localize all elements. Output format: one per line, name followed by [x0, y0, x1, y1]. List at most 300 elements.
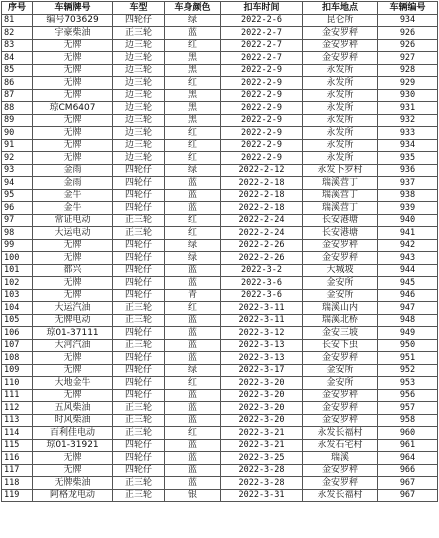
cell-vehicle-no: 966 — [378, 464, 438, 477]
cell-vehicle-no: 960 — [378, 427, 438, 440]
cell-color: 黑 — [165, 102, 221, 115]
cell-time: 2022-3-2 — [221, 264, 303, 277]
table-row — [2, 452, 438, 465]
cell-vehicle-no: 945 — [378, 277, 438, 290]
cell-seq: 82 — [2, 27, 33, 40]
cell-plate: 无牌 — [33, 452, 113, 465]
cell-type: 正三轮 — [113, 414, 165, 427]
cell-plate: 无牌 — [33, 464, 113, 477]
cell-time: 2022-2-9 — [221, 114, 303, 127]
cell-vehicle-no: 967 — [378, 489, 438, 502]
cell-color: 红 — [165, 227, 221, 240]
cell-location: 永发所 — [303, 139, 378, 152]
cell-plate: 无牌 — [33, 289, 113, 302]
cell-time: 2022-2-24 — [221, 214, 303, 227]
header-time: 扣车时间 — [221, 2, 303, 15]
cell-plate: 金雨 — [33, 164, 113, 177]
header-type: 车型 — [113, 2, 165, 15]
cell-type: 四轮仔 — [113, 239, 165, 252]
cell-plate: 琼01-37111 — [33, 327, 113, 340]
cell-type: 四轮仔 — [113, 264, 165, 277]
header-location: 扣车地点 — [303, 2, 378, 15]
cell-vehicle-no: 948 — [378, 314, 438, 327]
table-row — [2, 227, 438, 240]
cell-vehicle-no: 964 — [378, 452, 438, 465]
cell-seq: 95 — [2, 189, 33, 202]
cell-time: 2022-3-25 — [221, 452, 303, 465]
table-row — [2, 439, 438, 452]
cell-seq: 118 — [2, 477, 33, 490]
table-row — [2, 414, 438, 427]
cell-plate: 无牌 — [33, 389, 113, 402]
cell-seq: 96 — [2, 202, 33, 215]
cell-color: 绿 — [165, 252, 221, 265]
cell-plate: 无牌 — [33, 152, 113, 165]
cell-seq: 115 — [2, 439, 33, 452]
cell-color: 红 — [165, 302, 221, 315]
cell-location: 金安罗秤 — [303, 352, 378, 365]
cell-vehicle-no: 943 — [378, 252, 438, 265]
cell-plate: 无牌 — [33, 139, 113, 152]
cell-time: 2022-2-7 — [221, 27, 303, 40]
cell-vehicle-no: 942 — [378, 239, 438, 252]
cell-plate: 常证电动 — [33, 214, 113, 227]
cell-vehicle-no: 958 — [378, 414, 438, 427]
table-row — [2, 314, 438, 327]
cell-seq: 86 — [2, 77, 33, 90]
cell-vehicle-no: 949 — [378, 327, 438, 340]
cell-color: 蓝 — [165, 439, 221, 452]
table-row — [2, 477, 438, 490]
cell-vehicle-no: 940 — [378, 214, 438, 227]
cell-time: 2022-3-20 — [221, 414, 303, 427]
cell-plate: 无牌柴油 — [33, 477, 113, 490]
cell-seq: 111 — [2, 389, 33, 402]
cell-plate: 无牌 — [33, 352, 113, 365]
cell-location: 金安罗秤 — [303, 39, 378, 52]
cell-plate: 无牌 — [33, 64, 113, 77]
cell-plate: 时风柴油 — [33, 414, 113, 427]
cell-seq: 83 — [2, 39, 33, 52]
cell-location: 金安罗秤 — [303, 239, 378, 252]
cell-type: 边三轮 — [113, 39, 165, 52]
cell-plate: 无牌电动 — [33, 314, 113, 327]
cell-color: 绿 — [165, 164, 221, 177]
cell-location: 金安罗秤 — [303, 52, 378, 65]
cell-time: 2022-3-31 — [221, 489, 303, 502]
cell-location: 大城坡 — [303, 264, 378, 277]
cell-color: 红 — [165, 427, 221, 440]
cell-time: 2022-3-17 — [221, 364, 303, 377]
cell-type: 四轮仔 — [113, 327, 165, 340]
cell-type: 四轮仔 — [113, 252, 165, 265]
cell-color: 蓝 — [165, 464, 221, 477]
cell-color: 蓝 — [165, 177, 221, 190]
table-row — [2, 139, 438, 152]
table-body — [2, 14, 438, 502]
cell-plate: 无牌 — [33, 52, 113, 65]
cell-plate: 金雨 — [33, 177, 113, 190]
cell-vehicle-no: 930 — [378, 89, 438, 102]
table-row — [2, 164, 438, 177]
cell-location: 金安罗秤 — [303, 477, 378, 490]
cell-time: 2022-3-6 — [221, 289, 303, 302]
cell-type: 四轮仔 — [113, 464, 165, 477]
cell-type: 边三轮 — [113, 89, 165, 102]
table-row — [2, 489, 438, 502]
cell-vehicle-no: 933 — [378, 127, 438, 140]
cell-type: 边三轮 — [113, 114, 165, 127]
cell-location: 瑞溪北桥 — [303, 314, 378, 327]
table-row — [2, 352, 438, 365]
table-row — [2, 264, 438, 277]
cell-time: 2022-2-9 — [221, 127, 303, 140]
cell-time: 2022-2-9 — [221, 89, 303, 102]
table-row — [2, 402, 438, 415]
cell-vehicle-no: 944 — [378, 264, 438, 277]
cell-color: 绿 — [165, 239, 221, 252]
cell-type: 四轮仔 — [113, 439, 165, 452]
cell-time: 2022-3-11 — [221, 302, 303, 315]
table-row — [2, 252, 438, 265]
cell-time: 2022-3-21 — [221, 439, 303, 452]
cell-plate: 都兴 — [33, 264, 113, 277]
table-row — [2, 464, 438, 477]
cell-vehicle-no: 934 — [378, 14, 438, 27]
cell-seq: 101 — [2, 264, 33, 277]
cell-seq: 110 — [2, 377, 33, 390]
cell-vehicle-no: 939 — [378, 202, 438, 215]
cell-plate: 大运电动 — [33, 227, 113, 240]
cell-time: 2022-2-9 — [221, 139, 303, 152]
cell-vehicle-no: 927 — [378, 52, 438, 65]
cell-seq: 91 — [2, 139, 33, 152]
cell-location: 瑞溪营丁 — [303, 189, 378, 202]
cell-type: 正三轮 — [113, 489, 165, 502]
cell-time: 2022-2-7 — [221, 52, 303, 65]
cell-type: 四轮仔 — [113, 352, 165, 365]
cell-color: 绿 — [165, 14, 221, 27]
cell-seq: 117 — [2, 464, 33, 477]
cell-color: 蓝 — [165, 477, 221, 490]
table-row — [2, 277, 438, 290]
cell-seq: 94 — [2, 177, 33, 190]
cell-location: 金安罗秤 — [303, 464, 378, 477]
cell-seq: 104 — [2, 302, 33, 315]
table-row — [2, 114, 438, 127]
cell-type: 四轮仔 — [113, 277, 165, 290]
cell-time: 2022-2-24 — [221, 227, 303, 240]
cell-type: 边三轮 — [113, 127, 165, 140]
cell-location: 永发卜罗村 — [303, 164, 378, 177]
cell-type: 边三轮 — [113, 152, 165, 165]
cell-plate: 无牌 — [33, 252, 113, 265]
cell-vehicle-no: 952 — [378, 364, 438, 377]
vehicle-seizure-sheet — [1, 1, 437, 502]
cell-time: 2022-2-18 — [221, 189, 303, 202]
table-row — [2, 302, 438, 315]
cell-seq: 87 — [2, 89, 33, 102]
cell-seq: 106 — [2, 327, 33, 340]
cell-seq: 90 — [2, 127, 33, 140]
cell-seq: 97 — [2, 214, 33, 227]
cell-color: 黑 — [165, 64, 221, 77]
table-row — [2, 152, 438, 165]
cell-color: 蓝 — [165, 277, 221, 290]
table-row — [2, 339, 438, 352]
cell-time: 2022-2-6 — [221, 14, 303, 27]
cell-location: 永发所 — [303, 127, 378, 140]
cell-vehicle-no: 926 — [378, 27, 438, 40]
cell-vehicle-no: 941 — [378, 227, 438, 240]
table-row — [2, 27, 438, 40]
cell-location: 永发所 — [303, 64, 378, 77]
cell-color: 蓝 — [165, 202, 221, 215]
cell-vehicle-no: 937 — [378, 177, 438, 190]
cell-location: 金安所 — [303, 364, 378, 377]
cell-color: 红 — [165, 127, 221, 140]
cell-seq: 85 — [2, 64, 33, 77]
cell-time: 2022-2-26 — [221, 239, 303, 252]
cell-vehicle-no: 929 — [378, 77, 438, 90]
cell-plate: 无牌 — [33, 39, 113, 52]
table-row — [2, 177, 438, 190]
cell-location: 长安港塘 — [303, 214, 378, 227]
cell-location: 瑞溪山内 — [303, 302, 378, 315]
table-row — [2, 289, 438, 302]
cell-type: 四轮仔 — [113, 14, 165, 27]
cell-vehicle-no: 950 — [378, 339, 438, 352]
header-vehicle-no: 车辆编号 — [378, 2, 438, 15]
cell-location: 永发石宅村 — [303, 439, 378, 452]
cell-vehicle-no: 967 — [378, 477, 438, 490]
cell-vehicle-no: 931 — [378, 102, 438, 115]
cell-time: 2022-3-21 — [221, 427, 303, 440]
table-row — [2, 389, 438, 402]
table-row — [2, 89, 438, 102]
cell-type: 四轮仔 — [113, 389, 165, 402]
cell-plate: 五风柴油 — [33, 402, 113, 415]
header-plate: 车辆牌号 — [33, 2, 113, 15]
cell-seq: 103 — [2, 289, 33, 302]
cell-vehicle-no: 936 — [378, 164, 438, 177]
cell-vehicle-no: 961 — [378, 439, 438, 452]
cell-plate: 无牌 — [33, 277, 113, 290]
cell-time: 2022-2-9 — [221, 102, 303, 115]
cell-type: 正三轮 — [113, 314, 165, 327]
cell-time: 2022-3-13 — [221, 352, 303, 365]
cell-color: 蓝 — [165, 264, 221, 277]
cell-color: 绿 — [165, 364, 221, 377]
cell-seq: 98 — [2, 227, 33, 240]
cell-vehicle-no: 951 — [378, 352, 438, 365]
cell-vehicle-no: 928 — [378, 64, 438, 77]
header-seq: 序号 — [2, 2, 33, 15]
cell-type: 边三轮 — [113, 139, 165, 152]
cell-type: 正三轮 — [113, 427, 165, 440]
cell-color: 黑 — [165, 114, 221, 127]
cell-location: 瑞溪营丁 — [303, 202, 378, 215]
cell-type: 四轮仔 — [113, 364, 165, 377]
cell-color: 蓝 — [165, 389, 221, 402]
table-row — [2, 189, 438, 202]
cell-time: 2022-2-9 — [221, 64, 303, 77]
cell-type: 边三轮 — [113, 77, 165, 90]
cell-seq: 92 — [2, 152, 33, 165]
cell-type: 四轮仔 — [113, 177, 165, 190]
cell-location: 永发所 — [303, 114, 378, 127]
cell-plate: 无牌 — [33, 364, 113, 377]
cell-location: 金安所 — [303, 289, 378, 302]
cell-vehicle-no: 947 — [378, 302, 438, 315]
cell-time: 2022-3-28 — [221, 477, 303, 490]
cell-seq: 107 — [2, 339, 33, 352]
cell-type: 正三轮 — [113, 339, 165, 352]
cell-time: 2022-2-18 — [221, 202, 303, 215]
cell-time: 2022-3-20 — [221, 377, 303, 390]
cell-plate: 无牌 — [33, 127, 113, 140]
cell-color: 青 — [165, 289, 221, 302]
cell-vehicle-no: 932 — [378, 114, 438, 127]
cell-plate: 琼CM6407 — [33, 102, 113, 115]
cell-plate: 编号703629 — [33, 14, 113, 27]
cell-location: 永发长福村 — [303, 489, 378, 502]
cell-time: 2022-3-20 — [221, 402, 303, 415]
table-row — [2, 202, 438, 215]
cell-location: 永发长福村 — [303, 427, 378, 440]
cell-seq: 119 — [2, 489, 33, 502]
cell-location: 长安下虫 — [303, 339, 378, 352]
cell-color: 蓝 — [165, 352, 221, 365]
cell-location: 永发所 — [303, 77, 378, 90]
cell-location: 永发所 — [303, 152, 378, 165]
cell-type: 正三轮 — [113, 27, 165, 40]
cell-time: 2022-3-20 — [221, 389, 303, 402]
cell-seq: 112 — [2, 402, 33, 415]
cell-plate: 金牛 — [33, 189, 113, 202]
cell-seq: 81 — [2, 14, 33, 27]
cell-time: 2022-2-26 — [221, 252, 303, 265]
cell-time: 2022-3-28 — [221, 464, 303, 477]
cell-seq: 93 — [2, 164, 33, 177]
cell-seq: 84 — [2, 52, 33, 65]
cell-location: 永发所 — [303, 102, 378, 115]
header-color: 车身颜色 — [165, 2, 221, 15]
cell-location: 永发所 — [303, 89, 378, 102]
cell-color: 蓝 — [165, 27, 221, 40]
cell-type: 边三轮 — [113, 52, 165, 65]
cell-location: 瑞溪 — [303, 452, 378, 465]
cell-color: 蓝 — [165, 327, 221, 340]
cell-type: 四轮仔 — [113, 202, 165, 215]
cell-type: 正三轮 — [113, 227, 165, 240]
cell-type: 正三轮 — [113, 402, 165, 415]
cell-type: 边三轮 — [113, 102, 165, 115]
cell-time: 2022-2-9 — [221, 77, 303, 90]
cell-seq: 100 — [2, 252, 33, 265]
cell-plate: 无牌 — [33, 239, 113, 252]
cell-color: 红 — [165, 77, 221, 90]
cell-plate: 阿格龙电动 — [33, 489, 113, 502]
cell-vehicle-no: 953 — [378, 377, 438, 390]
cell-time: 2022-2-12 — [221, 164, 303, 177]
cell-seq: 99 — [2, 239, 33, 252]
table-row — [2, 127, 438, 140]
cell-type: 四轮仔 — [113, 189, 165, 202]
cell-seq: 108 — [2, 352, 33, 365]
header-row — [2, 2, 438, 15]
table-row — [2, 77, 438, 90]
cell-plate: 金牛 — [33, 202, 113, 215]
cell-location: 金安罗秤 — [303, 389, 378, 402]
table-row — [2, 214, 438, 227]
table-row — [2, 239, 438, 252]
table-row — [2, 427, 438, 440]
cell-seq: 89 — [2, 114, 33, 127]
cell-location: 金安罗秤 — [303, 402, 378, 415]
cell-type: 正三轮 — [113, 477, 165, 490]
cell-plate: 宇豪柴油 — [33, 27, 113, 40]
cell-plate: 大地金牛 — [33, 377, 113, 390]
cell-type: 四轮仔 — [113, 289, 165, 302]
cell-location: 金安罗秤 — [303, 252, 378, 265]
table-row — [2, 52, 438, 65]
cell-location: 金安罗秤 — [303, 27, 378, 40]
cell-color: 黑 — [165, 89, 221, 102]
cell-location: 金安罗秤 — [303, 414, 378, 427]
cell-seq: 105 — [2, 314, 33, 327]
cell-time: 2022-3-11 — [221, 314, 303, 327]
cell-type: 四轮仔 — [113, 377, 165, 390]
cell-seq: 113 — [2, 414, 33, 427]
cell-vehicle-no: 935 — [378, 152, 438, 165]
cell-color: 蓝 — [165, 189, 221, 202]
cell-vehicle-no: 946 — [378, 289, 438, 302]
cell-color: 黑 — [165, 52, 221, 65]
cell-vehicle-no: 957 — [378, 402, 438, 415]
cell-location: 瑞溪营丁 — [303, 177, 378, 190]
cell-color: 蓝 — [165, 314, 221, 327]
cell-time: 2022-3-13 — [221, 339, 303, 352]
cell-plate: 大河汽油 — [33, 339, 113, 352]
cell-type: 正三轮 — [113, 214, 165, 227]
cell-seq: 102 — [2, 277, 33, 290]
cell-location: 金安所 — [303, 277, 378, 290]
cell-time: 2022-3-12 — [221, 327, 303, 340]
cell-type: 四轮仔 — [113, 452, 165, 465]
cell-color: 红 — [165, 152, 221, 165]
table-row — [2, 39, 438, 52]
table-row — [2, 102, 438, 115]
cell-color: 蓝 — [165, 414, 221, 427]
cell-plate: 无牌 — [33, 114, 113, 127]
cell-seq: 114 — [2, 427, 33, 440]
cell-plate: 大运汽油 — [33, 302, 113, 315]
cell-plate: 琼01-31921 — [33, 439, 113, 452]
cell-color: 蓝 — [165, 452, 221, 465]
cell-location: 昆仑所 — [303, 14, 378, 27]
cell-type: 边三轮 — [113, 64, 165, 77]
cell-type: 四轮仔 — [113, 164, 165, 177]
cell-color: 红 — [165, 214, 221, 227]
table-row — [2, 377, 438, 390]
cell-seq: 88 — [2, 102, 33, 115]
cell-type: 正三轮 — [113, 302, 165, 315]
cell-vehicle-no: 934 — [378, 139, 438, 152]
table-row — [2, 64, 438, 77]
cell-seq: 116 — [2, 452, 33, 465]
cell-time: 2022-2-18 — [221, 177, 303, 190]
